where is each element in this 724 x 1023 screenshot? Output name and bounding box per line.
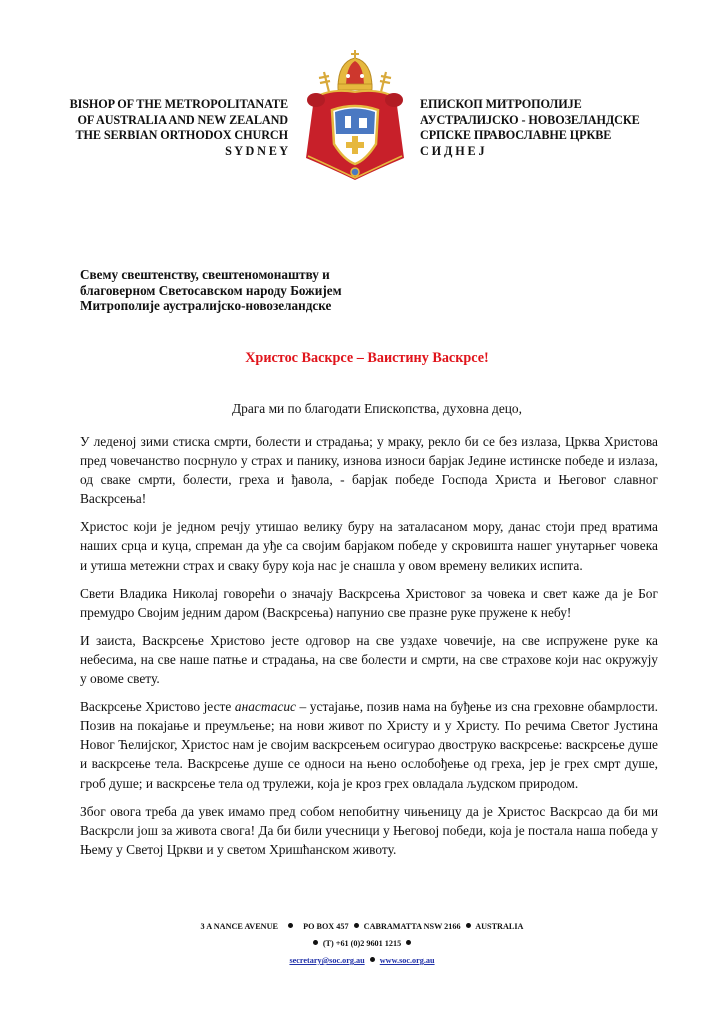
letterhead-english xyxy=(40,97,288,159)
paragraph: Свети Владика Николај говорећи о значају Васкрсења Христовог за човека и свет каже да је Бог премудро Својим једним даром (Васкрсења) напунио све празне руке пружене к небу! xyxy=(80,585,658,620)
footer-phone: (T) +61 (0)2 9601 1215 xyxy=(322,939,402,948)
letterhead-line: BISHOP OF THE METROPOLITANATE xyxy=(69,97,288,111)
footer-contact-line xyxy=(0,952,724,969)
footer-phone-line xyxy=(0,935,724,952)
salutation: Драга ми по благодати Епископства, духовна децо, xyxy=(232,401,522,416)
paragraph-text: Васкрсење Христово јесте xyxy=(80,699,235,715)
addressee-line: Митрополије аустралијско-новозеландске xyxy=(80,298,332,314)
letterhead-line: S Y D N E Y xyxy=(225,143,288,158)
paragraph: Христос који је једном речју утишао велику буру на заталасаном мору, данас стоји пред вратима наших срца и куца, спреман да уђе са својим барјаком победе у скровишта нашег унутарњег човека и утиша метежни страх и сваку буру која нас је снашла у овом времену великих испита. xyxy=(80,519,658,573)
paragraph: У леденој зими стиска смрти, болести и страдања; у мраку, рекло би се без излаза, Црква Христова пред човечанство посрнуло у страх и панику, изнова износи барјак Једине истинске победе и излаза, од сваке смрти, болести, греха и ђавола, - барјак победе Господа Христа и Његовог славног Васкрсења! xyxy=(80,434,658,507)
footer-city: CABRAMATTA NSW 2166 xyxy=(363,922,461,931)
bullet-icon xyxy=(313,940,318,945)
letterhead-line: ЕПИСКОП МИТРОПОЛИЈЕ xyxy=(420,97,582,111)
website-link[interactable]: www.soc.org.au xyxy=(379,956,435,965)
letter-body xyxy=(80,432,658,868)
paragraph: И заиста, Васкрсење Христово јесте одговор на све уздахе човечије, на све испружене руке ка небесима, на све наше патње и страдања, на све болести и смрти, на све страхове који нас окружују у овоме свету. xyxy=(80,632,658,687)
letterhead-serbian xyxy=(420,97,690,159)
letterhead-line: СРПСКЕ ПРАВОСЛАВНЕ ЦРКВЕ xyxy=(420,128,612,143)
letterhead-line: OF AUSTRALIA AND NEW ZEALAND xyxy=(77,112,288,127)
letterhead xyxy=(0,0,724,200)
footer-street: 3 A NANCE AVENUE xyxy=(200,922,278,931)
addressee-line: Свему свештенству, свештеномонаштву и xyxy=(80,267,330,282)
paragraph-text: – устајање, позив нама на буђење из сна греховне обамрлости. Позив на покајање и преумљење; на нови живот по Христу и у Христу. По речима Светог Јустина Новог Ћелијског, Христос нам је својим васкрсењем осигурао двоструко васкрсење: васкрсење душе и васкрсење тела. Васкрсење душе се односи на њено ослобођење од греха, јер је грех смрт душе, гроб душе; и васкрсење тела од трулежи, која је кроз грех овладала људском природом. xyxy=(80,699,658,791)
bullet-icon xyxy=(406,940,411,945)
letterhead-line: АУСТРАЛИЈСКО - НОВОЗЕЛАНДСКЕ xyxy=(420,112,640,127)
bullet-icon xyxy=(466,923,471,928)
italic-term: анастасис xyxy=(234,699,296,715)
letter-footer xyxy=(0,918,724,969)
paragraph: Због овога треба да увек имамо пред собом непобитну чињеницу да је Христос Васкрсао да би ми Васкрсли још за живота свога! Да би били учесници у Његовој победи, која је постала наша победа у Њему у Светој Цркви и у светом Хришћанском животу. xyxy=(80,803,658,857)
bullet-icon xyxy=(354,923,359,928)
email-link[interactable]: secretary@soc.org.au xyxy=(289,956,365,965)
paragraph xyxy=(80,697,658,792)
addressee-line: благоверном Светосавском народу Божијем xyxy=(80,282,342,298)
addressee-block xyxy=(80,267,400,314)
footer-pobox: PO BOX 457 xyxy=(303,922,349,931)
easter-greeting-title: Христос Васкрсе – Ваистину Васкрсе! xyxy=(245,350,489,366)
coat-of-arms-icon xyxy=(300,48,410,188)
letterhead-line: С И Д Н Е Ј xyxy=(420,143,485,158)
letterhead-line: THE SERBIAN ORTHODOX CHURCH xyxy=(75,128,288,143)
footer-address xyxy=(0,918,724,935)
footer-country: AUSTRALIA xyxy=(475,922,524,931)
bullet-icon xyxy=(370,957,375,962)
bullet-icon xyxy=(288,923,293,928)
